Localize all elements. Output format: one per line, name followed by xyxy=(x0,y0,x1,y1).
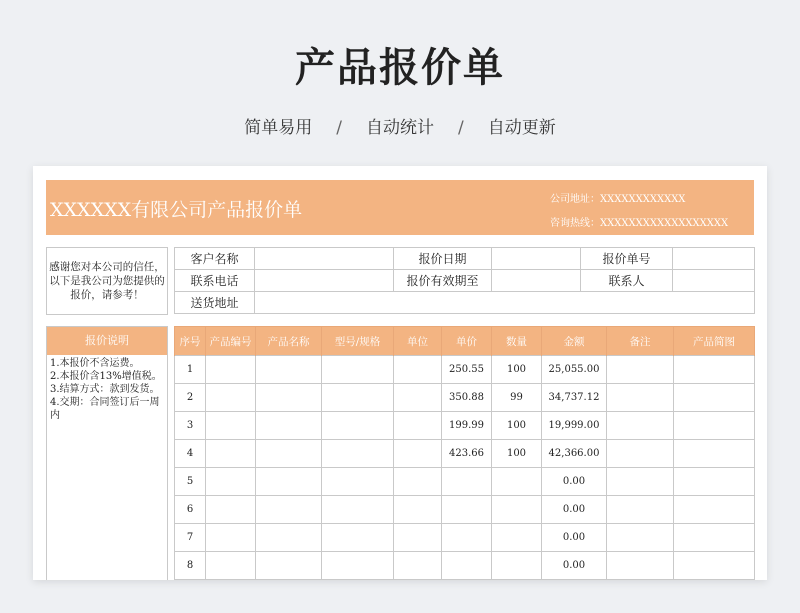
cell-name[interactable] xyxy=(256,412,322,440)
table-row xyxy=(175,552,755,580)
cell-code[interactable] xyxy=(206,412,256,440)
quote-no-label: 报价单号 xyxy=(581,248,673,270)
quote-no-cell[interactable] xyxy=(673,248,755,270)
cell-price[interactable] xyxy=(442,468,492,496)
cell-name[interactable] xyxy=(256,496,322,524)
cell-price[interactable]: 250.55 xyxy=(442,356,492,384)
cell-price[interactable] xyxy=(442,496,492,524)
col-header-price[interactable]: 单价 xyxy=(442,327,492,356)
cell-model[interactable] xyxy=(322,356,394,384)
cell-no[interactable]: 2 xyxy=(175,384,206,412)
quote-date-cell[interactable] xyxy=(492,248,581,270)
cell-remark[interactable] xyxy=(607,440,674,468)
company-address[interactable]: 公司地址：XXXXXXXXXXXX xyxy=(550,194,686,205)
cell-model[interactable] xyxy=(322,468,394,496)
cell-model[interactable] xyxy=(322,552,394,580)
cell-remark[interactable] xyxy=(607,356,674,384)
cell-name[interactable] xyxy=(256,356,322,384)
cell-unit[interactable] xyxy=(394,468,442,496)
cell-code[interactable] xyxy=(206,356,256,384)
cell-model[interactable] xyxy=(322,384,394,412)
cell-model[interactable] xyxy=(322,440,394,468)
quote-date-label: 报价日期 xyxy=(394,248,492,270)
table-row xyxy=(175,384,755,412)
feature-auto-stats: 自动统计 xyxy=(366,118,434,138)
cell-amount[interactable]: 19,999.00 xyxy=(542,412,607,440)
cell-model[interactable] xyxy=(322,524,394,552)
cell-qty[interactable]: 100 xyxy=(492,440,542,468)
feature-auto-update: 自动更新 xyxy=(487,118,556,138)
cell-code[interactable] xyxy=(206,524,256,552)
cell-qty[interactable]: 100 xyxy=(492,356,542,384)
valid-until-cell[interactable] xyxy=(492,270,581,292)
company-title[interactable]: XXXXXX有限公司产品报价单 xyxy=(50,199,303,221)
cell-code[interactable] xyxy=(206,384,256,412)
cell-remark[interactable] xyxy=(607,384,674,412)
cell-price[interactable]: 423.66 xyxy=(442,440,492,468)
cell-model[interactable] xyxy=(322,412,394,440)
table-row xyxy=(175,412,755,440)
note-item: 4.交期：合同签订后一周内 xyxy=(50,397,160,421)
cell-amount[interactable]: 0.00 xyxy=(542,496,607,524)
cell-qty[interactable]: 100 xyxy=(492,412,542,440)
cell-name[interactable] xyxy=(256,524,322,552)
cell-image[interactable] xyxy=(674,524,755,552)
delivery-address-cell[interactable] xyxy=(255,292,755,314)
col-header-unit[interactable]: 单位 xyxy=(394,327,442,356)
cell-code[interactable] xyxy=(206,440,256,468)
col-header-no[interactable]: 序号 xyxy=(175,327,206,356)
cell-qty[interactable] xyxy=(492,468,542,496)
cell-image[interactable] xyxy=(674,552,755,580)
notes-header: 报价说明 xyxy=(47,327,167,355)
cell-no[interactable]: 5 xyxy=(175,468,206,496)
cell-image[interactable] xyxy=(674,356,755,384)
col-header-model[interactable]: 型号/规格 xyxy=(322,327,394,356)
note-item: 1.本报价不含运费。 xyxy=(50,358,140,369)
company-hotline[interactable]: 咨询热线：XXXXXXXXXXXXXXXXXX xyxy=(550,218,729,229)
cell-unit[interactable] xyxy=(394,440,442,468)
cell-amount[interactable]: 25,055.00 xyxy=(542,356,607,384)
cell-code[interactable] xyxy=(206,552,256,580)
cell-no[interactable]: 3 xyxy=(175,412,206,440)
thanks-note[interactable]: 感谢您对本公司的信任，以下是我公司为您提供的报价，请参考！ xyxy=(46,247,168,315)
separator: / xyxy=(458,118,464,138)
cell-no[interactable]: 1 xyxy=(175,356,206,384)
table-row xyxy=(175,356,755,384)
col-header-amount[interactable]: 金额 xyxy=(542,327,607,356)
table-row xyxy=(175,440,755,468)
cell-amount[interactable]: 0.00 xyxy=(542,468,607,496)
cell-amount[interactable]: 42,366.00 xyxy=(542,440,607,468)
cell-price[interactable] xyxy=(442,552,492,580)
col-header-qty[interactable]: 数量 xyxy=(492,327,542,356)
cell-model[interactable] xyxy=(322,496,394,524)
cell-remark[interactable] xyxy=(607,552,674,580)
cell-name[interactable] xyxy=(256,384,322,412)
cell-name[interactable] xyxy=(256,440,322,468)
phone-cell[interactable] xyxy=(255,270,394,292)
cell-no[interactable]: 4 xyxy=(175,440,206,468)
cell-qty[interactable] xyxy=(492,496,542,524)
quote-notes xyxy=(46,326,168,580)
cell-qty[interactable] xyxy=(492,524,542,552)
cell-unit[interactable] xyxy=(394,496,442,524)
cell-price[interactable]: 350.88 xyxy=(442,384,492,412)
cell-image[interactable] xyxy=(674,384,755,412)
note-item: 3.结算方式：款到发货。 xyxy=(50,384,160,395)
cell-code[interactable] xyxy=(206,468,256,496)
cell-no[interactable]: 6 xyxy=(175,496,206,524)
col-header-name[interactable]: 产品名称 xyxy=(256,327,322,356)
feature-tagline xyxy=(0,113,800,138)
cell-remark[interactable] xyxy=(607,468,674,496)
cell-code[interactable] xyxy=(206,496,256,524)
table-row xyxy=(175,524,755,552)
cell-qty[interactable] xyxy=(492,552,542,580)
cell-remark[interactable] xyxy=(607,496,674,524)
contact-cell[interactable] xyxy=(673,270,755,292)
cell-image[interactable] xyxy=(674,440,755,468)
cell-no[interactable]: 8 xyxy=(175,552,206,580)
cell-name[interactable] xyxy=(256,468,322,496)
contact-label: 联系人 xyxy=(581,270,673,292)
cell-unit[interactable] xyxy=(394,412,442,440)
product-table xyxy=(174,326,755,580)
cell-qty[interactable]: 99 xyxy=(492,384,542,412)
delivery-address-label: 送货地址 xyxy=(175,292,255,314)
phone-label: 联系电话 xyxy=(175,270,255,292)
feature-easy: 简单易用 xyxy=(244,118,313,138)
notes-list[interactable] xyxy=(47,355,167,424)
customer-name-cell[interactable] xyxy=(255,248,394,270)
product-table-body xyxy=(175,356,755,580)
cell-unit[interactable] xyxy=(394,384,442,412)
col-header-code[interactable]: 产品编号 xyxy=(206,327,256,356)
cell-price[interactable]: 199.99 xyxy=(442,412,492,440)
cell-name[interactable] xyxy=(256,552,322,580)
col-header-remark[interactable]: 备注 xyxy=(607,327,674,356)
cell-no[interactable]: 7 xyxy=(175,524,206,552)
cell-image[interactable] xyxy=(674,496,755,524)
col-header-image[interactable]: 产品简图 xyxy=(674,327,755,356)
cell-amount[interactable]: 0.00 xyxy=(542,524,607,552)
customer-name-label: 客户名称 xyxy=(175,248,255,270)
separator: / xyxy=(336,118,342,138)
table-header-row xyxy=(175,327,755,356)
cell-unit[interactable] xyxy=(394,524,442,552)
cell-unit[interactable] xyxy=(394,356,442,384)
cell-remark[interactable] xyxy=(607,524,674,552)
customer-info-table xyxy=(174,247,755,314)
cell-unit[interactable] xyxy=(394,552,442,580)
quote-sheet xyxy=(33,166,767,580)
cell-price[interactable] xyxy=(442,524,492,552)
note-item: 2.本报价含13%增值税。 xyxy=(50,371,162,382)
cell-amount[interactable]: 0.00 xyxy=(542,552,607,580)
table-row xyxy=(175,496,755,524)
valid-until-label: 报价有效期至 xyxy=(394,270,492,292)
company-banner xyxy=(46,180,754,235)
table-row xyxy=(175,468,755,496)
cell-amount[interactable]: 34,737.12 xyxy=(542,384,607,412)
cell-remark[interactable] xyxy=(607,412,674,440)
cell-image[interactable] xyxy=(674,468,755,496)
cell-image[interactable] xyxy=(674,412,755,440)
page-title: 产品报价单 xyxy=(295,45,505,91)
